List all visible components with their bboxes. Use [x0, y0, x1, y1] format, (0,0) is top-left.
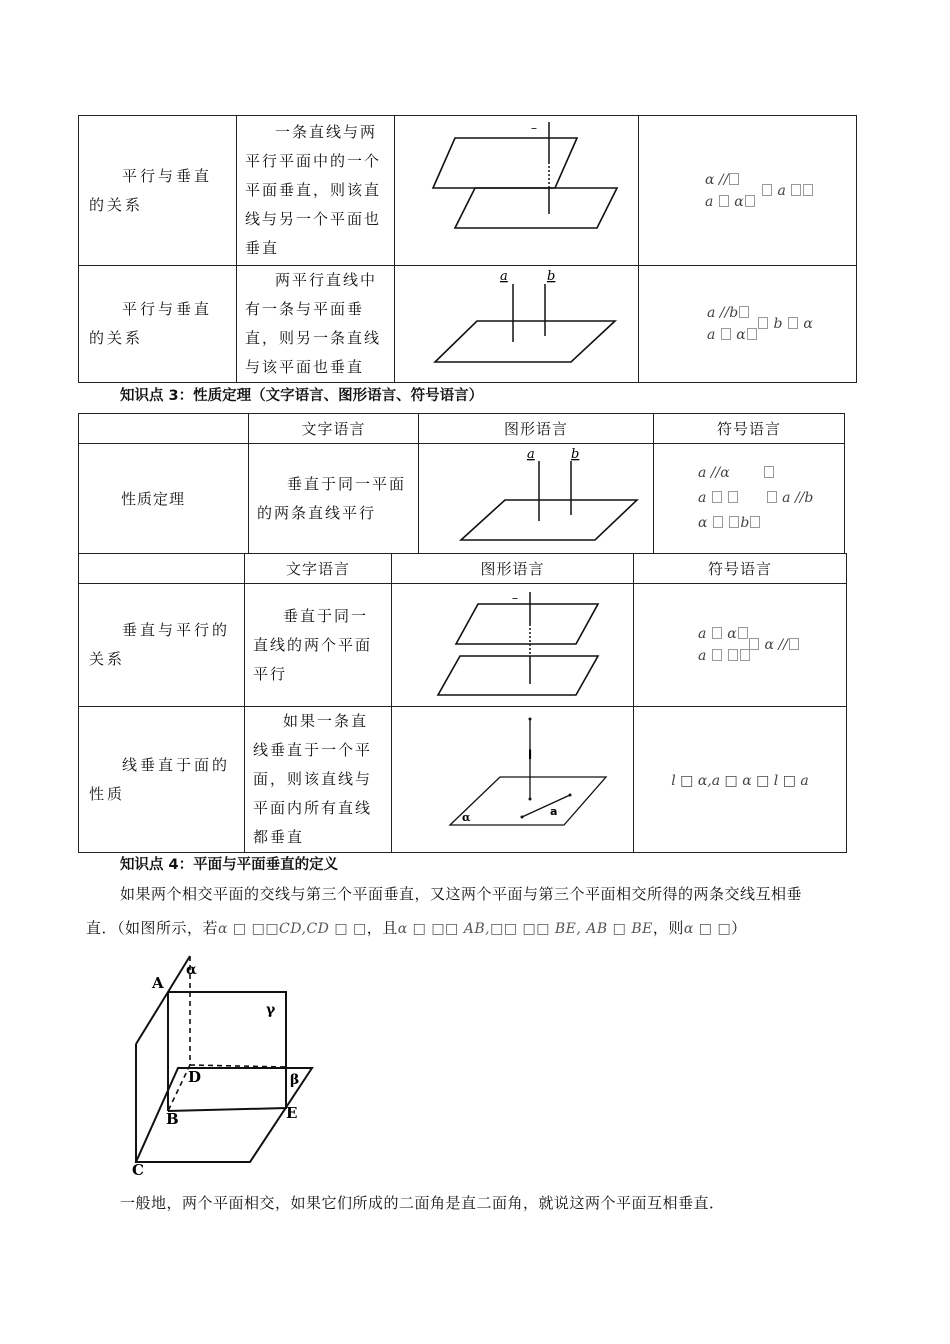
plane-alpha — [168, 956, 190, 1111]
label-alpha: α — [186, 962, 197, 978]
label-a: a — [550, 805, 558, 818]
upper-plane — [433, 138, 577, 188]
definition-line-2: 直．（如图所示，若α □ □□CD,CD □ □，且α □ □□ AB,□□ □□ BE, AB □ BE，则α □ □） — [86, 919, 747, 937]
label-C: C — [132, 1161, 144, 1179]
edge-DB — [168, 1065, 190, 1111]
line-mark: – — [512, 591, 518, 605]
table-row — [79, 584, 847, 707]
two-planes-line-figure — [395, 116, 639, 266]
text-cell: 垂直于同一平面的两条直线平行 — [249, 444, 419, 554]
table-perp-parallel — [78, 553, 847, 853]
parallel-lines-plane-figure — [395, 266, 639, 383]
table-header-row — [79, 554, 847, 584]
plane-alpha-top — [136, 992, 168, 1044]
line-a-start — [521, 816, 524, 819]
symbol-cell: α // a α a — [639, 116, 857, 266]
category-cell: 垂直与平行的关系 — [79, 584, 245, 707]
plane — [461, 500, 637, 540]
lower-plane — [438, 656, 598, 695]
text-cell: 垂直于同一直线的两个平面平行 — [245, 584, 392, 707]
label-a: a — [500, 269, 508, 284]
label-gamma: γ — [266, 1002, 276, 1018]
table-row — [79, 707, 847, 853]
header-symbol-language: 符号语言 — [634, 554, 847, 584]
header-text-language: 文字语言 — [245, 554, 392, 584]
figure-cell — [392, 707, 634, 853]
figure-cell — [392, 584, 634, 707]
text-cell: 一条直线与两平行平面中的一个平面垂直，则该直线与另一个平面也垂直 — [237, 116, 395, 266]
line-l-top-point — [529, 718, 532, 721]
symbol-cell: a //α a a //b α b — [654, 444, 845, 554]
label-alpha: α — [462, 811, 471, 824]
category-cell: 性质定理 — [79, 444, 249, 554]
table-row — [79, 266, 857, 383]
label-b: b — [571, 447, 580, 462]
perpendicular-planes-figure — [120, 948, 330, 1183]
category-cell: 平行与垂直的关系 — [79, 266, 237, 383]
line-a-end — [569, 794, 572, 797]
figure-cell — [419, 444, 654, 554]
plane — [435, 321, 615, 362]
upper-plane — [456, 604, 598, 644]
line-perp-two-planes-figure — [392, 584, 634, 707]
label-l: l — [528, 748, 533, 762]
table-row — [79, 444, 845, 554]
heading-knowledge-4: 知识点 4：平面与平面垂直的定义 — [120, 857, 339, 873]
header-text-language: 文字语言 — [249, 414, 419, 444]
symbol-cell: a α a α // — [634, 584, 847, 707]
symbol-cell: a //b a α b α — [639, 266, 857, 383]
plane-alpha — [450, 777, 606, 825]
table-row — [79, 116, 857, 266]
table-header-row — [79, 414, 845, 444]
lower-plane — [455, 188, 617, 228]
line-mark: – — [531, 121, 537, 135]
header-symbol-language: 符号语言 — [654, 414, 845, 444]
conclusion-text: 一般地，两个平面相交，如果它们所成的二面角是直二面角，就说这两个平面互相垂直． — [120, 1194, 725, 1212]
line-perp-plane-figure — [392, 707, 634, 850]
symbol-cell: l □ α,a □ α □ l □ a — [634, 707, 847, 853]
label-a: a — [527, 447, 535, 462]
edge-DE — [190, 1065, 286, 1067]
heading-knowledge-3: 知识点 3：性质定理（文字语言、图形语言、符号语言） — [120, 388, 484, 404]
label-B: B — [166, 1110, 179, 1128]
figure-cell — [395, 116, 639, 266]
table-property-theorem — [78, 413, 845, 554]
figure-cell — [395, 266, 639, 383]
two-lines-perp-plane-figure — [419, 444, 654, 554]
label-E: E — [286, 1104, 298, 1122]
text-cell: 两平行直线中有一条与平面垂直，则另一条直线与该平面也垂直 — [237, 266, 395, 383]
category-cell: 线垂直于面的性质 — [79, 707, 245, 853]
header-graphic-language: 图形语言 — [419, 414, 654, 444]
table-parallel-perpendicular — [78, 115, 857, 383]
line-l-foot-point — [529, 798, 532, 801]
definition-line-1: 如果两个相交平面的交线与第三个平面垂直，又这两个平面与第三个平面相交所得的两条交线互相垂 — [120, 885, 803, 903]
label-D: D — [188, 1068, 202, 1086]
header-graphic-language: 图形语言 — [392, 554, 634, 584]
label-beta: β — [290, 1072, 300, 1088]
text-cell: 如果一条直线垂直于一个平面，则该直线与平面内所有直线都垂直 — [245, 707, 392, 853]
label-A: A — [152, 974, 164, 992]
label-b: b — [547, 269, 556, 284]
category-cell: 平行与垂直的关系 — [79, 116, 237, 266]
